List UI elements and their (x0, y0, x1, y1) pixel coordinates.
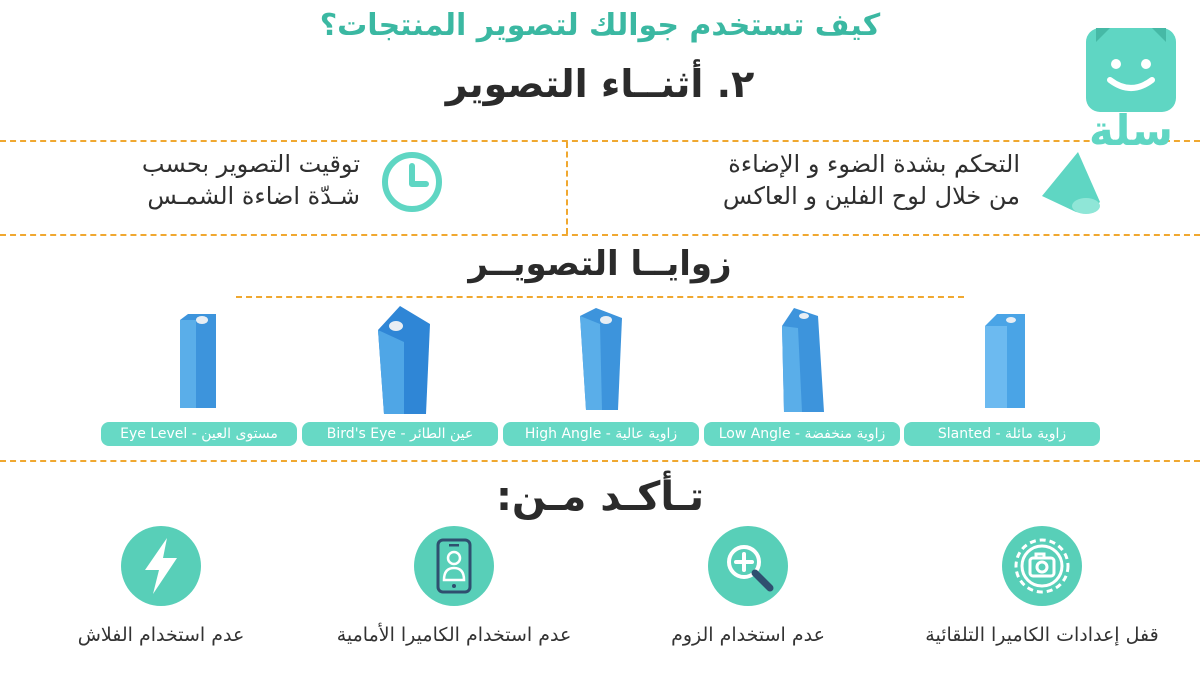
section-title: ٢. أثنــاء التصوير (445, 62, 755, 106)
ensure-label-no-zoom: عدم استخدام الزوم (671, 624, 825, 646)
angle-label-high: زاوية عالية - High Angle (503, 422, 699, 446)
angle-label-low: زاوية منخفضة - Low Angle (704, 422, 900, 446)
carton-eye-level-image (178, 312, 218, 410)
carton-birds-eye-image (376, 304, 432, 416)
angle-label-eye-level: مستوى العين - Eye Level (101, 422, 297, 446)
flash-icon (121, 526, 201, 606)
logo-text: سلة (1089, 106, 1173, 155)
tip-lighting-line2: من خلال لوح الفلين و العاكس (722, 182, 1020, 210)
clock-icon (380, 150, 444, 214)
tip-timing (40, 148, 360, 212)
front-camera-icon (414, 526, 494, 606)
carton-slanted-image (983, 312, 1027, 410)
angles-title: زوايــا التصويــر (468, 244, 732, 284)
ensure-label-no-flash: عدم استخدام الفلاش (77, 624, 245, 646)
carton-high-angle-image (578, 306, 624, 412)
tip-timing-line1: توقيت التصوير بحسب (141, 150, 360, 178)
tip-lighting-line1: التحكم بشدة الضوء و الإضاءة (728, 150, 1020, 178)
carton-low-angle-image (778, 306, 826, 414)
tip-timing-line2: شـدّة اضاءة الشمـس (147, 182, 360, 210)
camera-gear-icon (1002, 526, 1082, 606)
cone-icon (1036, 150, 1106, 220)
tip-lighting (600, 148, 1020, 212)
angle-label-birds-eye: عين الطائر - Bird's Eye (302, 422, 498, 446)
zoom-in-icon (708, 526, 788, 606)
brand-logo (1086, 22, 1176, 112)
ensure-label-lock-settings: قفل إعدادات الكاميرا التلقائية (925, 624, 1159, 646)
bag-smile-icon (1086, 22, 1176, 112)
angle-label-slanted: زاوية مائلة - Slanted (904, 422, 1100, 446)
main-title: كيف تستخدم جوالك لتصوير المنتجات؟ (319, 8, 881, 43)
ensure-title: تـأكـد مـن: (495, 474, 705, 520)
ensure-label-no-front-camera: عدم استخدام الكاميرا الأمامية (336, 624, 572, 646)
